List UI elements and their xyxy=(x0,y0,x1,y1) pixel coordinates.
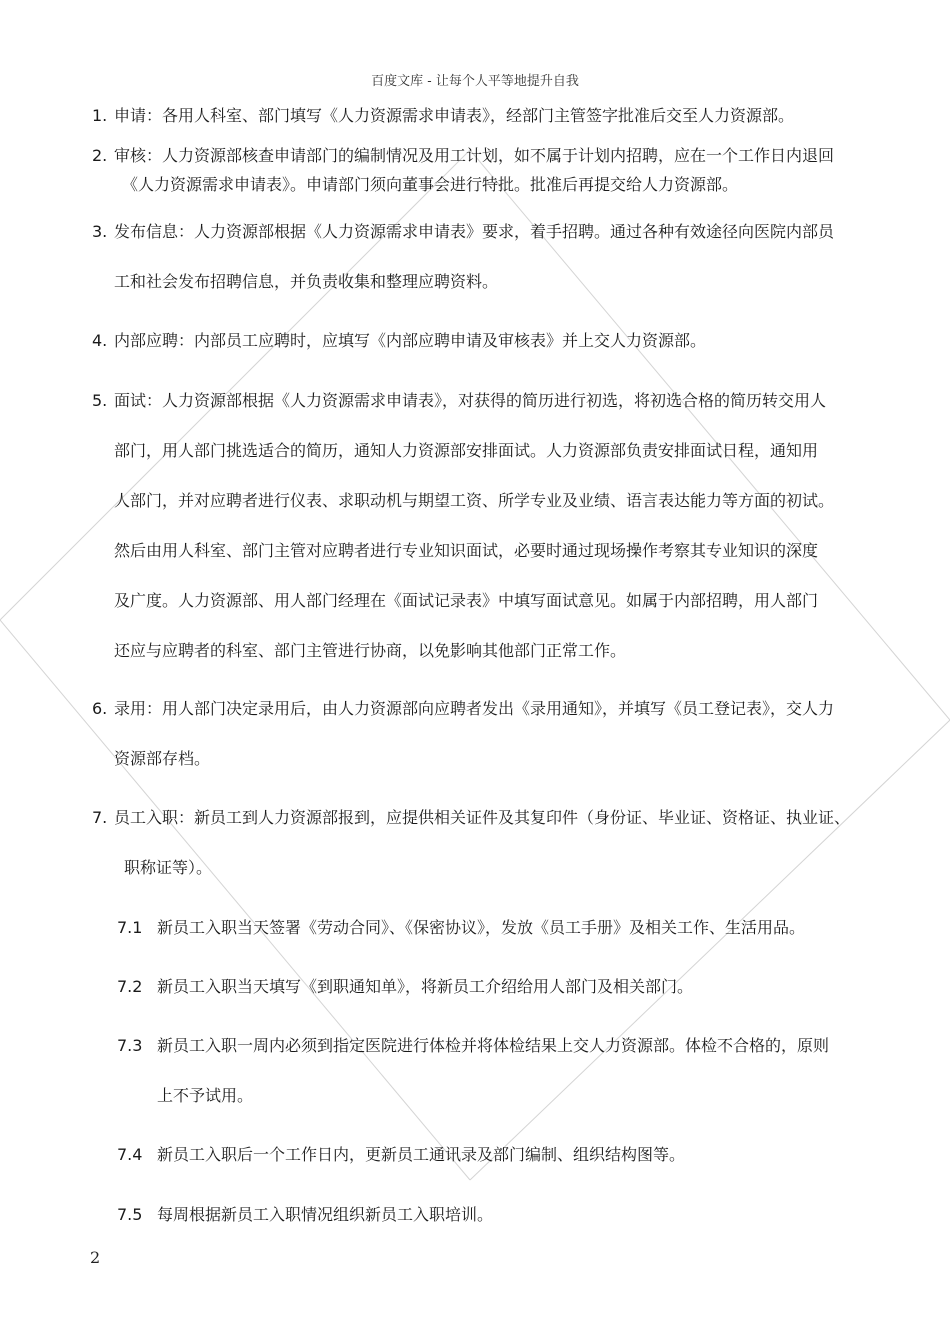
item-text: 还应与应聘者的科室、部门主管进行协商，以免影响其他部门正常工作。 xyxy=(114,641,627,660)
sub-item-number: 7.2 xyxy=(117,977,143,996)
item-text: 人部门，并对应聘者进行仪表、求职动机与期望工资、所学专业及业绩、语言表达能力等方面的初试。 xyxy=(114,491,835,510)
item-number: 2. xyxy=(92,146,108,165)
item-number: 5. xyxy=(92,391,108,410)
sub-item-number: 7.4 xyxy=(117,1145,143,1164)
item-text: 职称证等）。 xyxy=(124,858,213,877)
sub-item-text: 新员工入职当天签署《劳动合同》、《保密协议》，发放《员工手册》及相关工作、生活用品。 xyxy=(157,918,806,937)
item-text: 资源部存档。 xyxy=(114,749,211,768)
item-number: 7. xyxy=(92,808,108,827)
item-text: 然后由用人科室、部门主管对应聘者进行专业知识面试，必要时通过现场操作考察其专业知识的深度 xyxy=(114,541,819,560)
item-text: 工和社会发布招聘信息，并负责收集和整理应聘资料。 xyxy=(114,272,499,291)
item-text: 录用：用人部门决定录用后，由人力资源部向应聘者发出《录用通知》，并填写《员工登记表》，交人力 xyxy=(114,699,835,718)
item-text: 员工入职：新员工到人力资源部报到，应提供相关证件及其复印件（身份证、毕业证、资格证、执业证、 xyxy=(114,808,851,827)
item-number: 6. xyxy=(92,699,108,718)
sub-item-text: 每周根据新员工入职情况组织新员工入职培训。 xyxy=(157,1205,494,1224)
sub-item-text: 上不予试用。 xyxy=(157,1086,254,1105)
item-text: 审核：人力资源部核查申请部门的编制情况及用工计划，如不属于计划内招聘，应在一个工作日内退回 xyxy=(114,146,835,165)
sub-item-number: 7.1 xyxy=(117,918,143,937)
item-text: 部门，用人部门挑选适合的简历，通知人力资源部安排面试。人力资源部负责安排面试日程，通知用 xyxy=(114,441,819,460)
sub-item-text: 新员工入职后一个工作日内，更新员工通讯录及部门编制、组织结构图等。 xyxy=(157,1145,686,1164)
item-text: 《人力资源需求申请表》。申请部门须向董事会进行特批。批准后再提交给人力资源部。 xyxy=(122,175,739,194)
item-text: 申请：各用人科室、部门填写《人力资源需求申请表》，经部门主管签字批准后交至人力资源部。 xyxy=(114,106,795,125)
item-text: 及广度。人力资源部、用人部门经理在《面试记录表》中填写面试意见。如属于内部招聘，用人部门 xyxy=(114,591,819,610)
sub-item-text: 新员工入职当天填写《到职通知单》，将新员工介绍给用人部门及相关部门。 xyxy=(157,977,694,996)
item-text: 发布信息：人力资源部根据《人力资源需求申请表》要求，着手招聘。通过各种有效途径向医院内部员 xyxy=(114,222,835,241)
item-number: 3. xyxy=(92,222,108,241)
page-number: 2 xyxy=(90,1248,101,1267)
item-number: 1. xyxy=(92,106,108,125)
page-header: 百度文库 - 让每个人平等地提升自我 xyxy=(371,74,579,89)
item-text: 内部应聘：内部员工应聘时，应填写《内部应聘申请及审核表》并上交人力资源部。 xyxy=(114,331,707,350)
item-text: 面试：人力资源部根据《人力资源需求申请表》，对获得的简历进行初选，将初选合格的简历转交用人 xyxy=(114,391,827,410)
item-number: 4. xyxy=(92,331,108,350)
sub-item-number: 7.3 xyxy=(117,1036,143,1055)
sub-item-text: 新员工入职一周内必须到指定医院进行体检并将体检结果上交人力资源部。体检不合格的，原则 xyxy=(157,1036,830,1055)
sub-item-number: 7.5 xyxy=(117,1205,143,1224)
